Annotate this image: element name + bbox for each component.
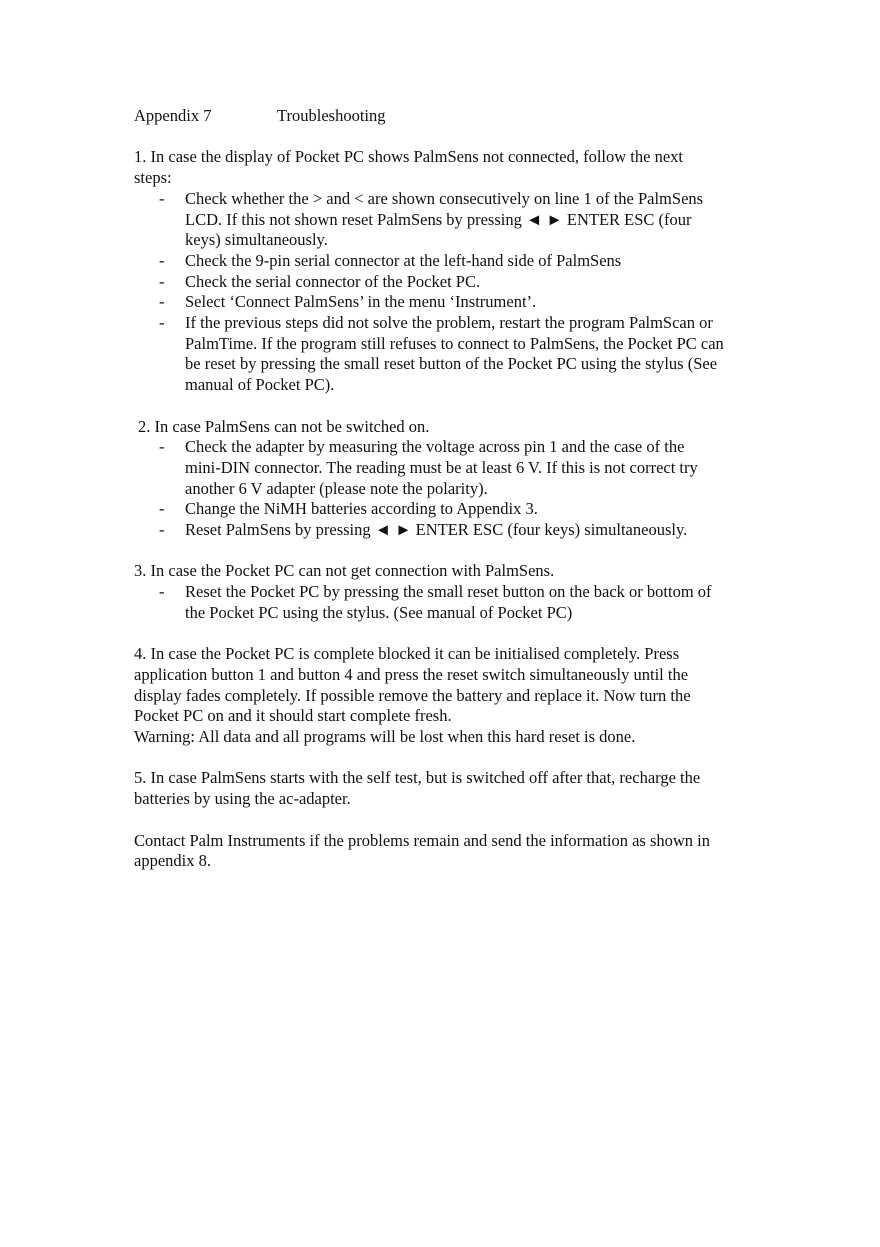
document-page: [134, 106, 724, 893]
list-item: [134, 272, 724, 293]
list-item: [134, 520, 724, 541]
bullet-dash: -: [159, 437, 165, 457]
section-4-warning: Warning: All data and all programs will be lost when this hard reset is done.: [134, 727, 636, 747]
section-2-intro: 2. In case PalmSens can not be switched on.: [138, 416, 430, 436]
bullet-dash: -: [159, 250, 165, 270]
appendix-heading: [134, 106, 724, 127]
list-item: [134, 189, 724, 251]
step-text: Select ‘Connect PalmSens’ in the menu ‘Instrument’.: [185, 292, 537, 312]
section-4-text: 4. In case the Pocket PC is complete blocked it can be initialised completely. Press application button 1 and button 4 and press the reset switch simultaneously until the display fades completely. If possible remove the battery and replace it. Now turn the Pocket PC on and it should start complete fresh.: [134, 644, 691, 726]
section-1-steps: [134, 189, 724, 396]
bullet-dash: -: [159, 188, 165, 208]
bullet-dash: -: [159, 271, 165, 291]
step-text: Check the serial connector of the Pocket PC.: [185, 271, 481, 291]
section-2: [134, 417, 724, 541]
contact-text: Contact Palm Instruments if the problems remain and send the information as shown in appendix 8.: [134, 830, 711, 871]
section-2-steps: [134, 437, 724, 541]
list-item: [134, 582, 724, 623]
bullet-dash: -: [159, 520, 165, 540]
appendix-title: Troubleshooting: [277, 106, 386, 125]
step-text: Check whether the > and < are shown consecutively on line 1 of the PalmSens LCD. If this not shown reset PalmSens by pressing ◄ ► ENTER ESC (four keys) simultaneously.: [185, 188, 704, 250]
section-3-steps: [134, 582, 724, 623]
bullet-dash: -: [159, 313, 165, 333]
step-text: Check the 9-pin serial connector at the left-hand side of PalmSens: [185, 250, 622, 270]
section-4: [134, 644, 724, 748]
step-text: Reset PalmSens by pressing ◄ ► ENTER ESC (four keys) simultaneously.: [185, 520, 688, 540]
step-text: Check the adapter by measuring the voltage across pin 1 and the case of the mini-DIN connector. The reading must be at least 6 V. If this is not correct try another 6 V adapter (please note the polarity).: [185, 437, 698, 498]
contact-note: [134, 831, 724, 872]
appendix-number: Appendix 7: [134, 106, 212, 125]
step-text: If the previous steps did not solve the problem, restart the program PalmScan or PalmTime. If the program still refuses to connect to PalmSens, the Pocket PC can be reset by pressing the small reset button of the Pocket PC using the stylus (See manual of Pocket PC).: [185, 313, 724, 395]
bullet-dash: -: [159, 499, 165, 519]
section-1: [134, 147, 724, 395]
bullet-dash: -: [159, 582, 165, 602]
section-1-intro: 1. In case the display of Pocket PC shows PalmSens not connected, follow the next steps:: [134, 147, 683, 188]
step-text: Reset the Pocket PC by pressing the small reset button on the back or bottom of the Pocket PC using the stylus. (See manual of Pocket PC): [185, 582, 712, 622]
section-5: [134, 768, 724, 809]
step-text: Change the NiMH batteries according to Appendix 3.: [185, 499, 538, 519]
list-item: [134, 313, 724, 396]
section-5-text: 5. In case PalmSens starts with the self test, but is switched off after that, recharge the batteries by using the ac-adapter.: [134, 768, 701, 809]
list-item: [134, 499, 724, 520]
section-3-intro: 3. In case the Pocket PC can not get connection with PalmSens.: [134, 561, 555, 581]
list-item: [134, 251, 724, 272]
list-item: [134, 437, 724, 499]
bullet-dash: -: [159, 292, 165, 312]
list-item: [134, 292, 724, 313]
section-3: [134, 561, 724, 623]
